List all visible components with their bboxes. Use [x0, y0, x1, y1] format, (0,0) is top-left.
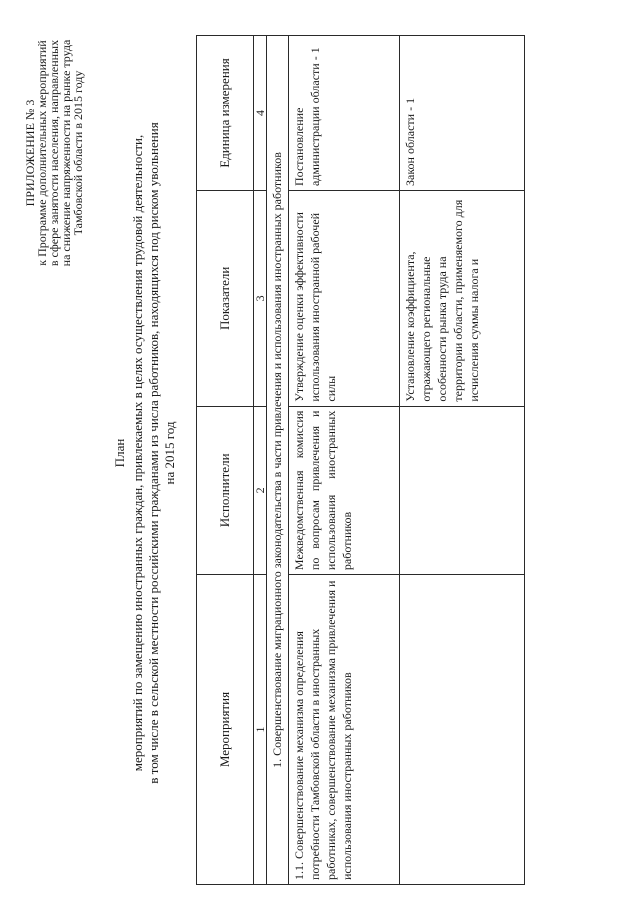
rotated-document-page — [10, 13, 630, 893]
header-executors: Исполнители — [197, 406, 254, 574]
plan-subtitle-line: мероприятий по замещению иностранных граждан, привлекаемых в целях осуществления трудовой деятельности, — [130, 134, 145, 772]
table-header-row — [197, 36, 254, 885]
appendix-line: к Программе дополнительных мероприятий — [35, 40, 49, 266]
table-row — [289, 36, 400, 885]
appendix-line: Тамбовской области в 2015 году — [71, 70, 85, 236]
cell-indicator: Установление коэффициента, отражающего региональные особенности рынка труда на территории области, применяемого для исчисления суммы налога и — [400, 191, 525, 407]
cell-executors — [400, 406, 525, 574]
index-cell: 4 — [254, 36, 267, 191]
cell-measure — [400, 575, 525, 885]
appendix-line: на снижение напряженности на рынке труда — [59, 39, 73, 267]
cell-indicator: Утверждение оценки эффективности использования иностранной рабочей силы — [289, 191, 400, 407]
index-cell: 2 — [254, 406, 267, 574]
plan-subtitle-line: в том числе в сельской местности российскими гражданами из числа работников, находящихся под риском увольнения — [146, 122, 161, 784]
section-title: 1. Совершенствование миграционного законодательства в части привлечения и использования иностранных работников — [267, 36, 289, 885]
plan-heading — [112, 33, 178, 873]
table-index-row — [254, 36, 267, 885]
cell-measure: 1.1. Совершенствование механизма определения потребности Тамбовской области в иностранных работниках, совершенствование механизма привлечения и использования иностранных работников — [289, 575, 400, 885]
appendix-header — [24, 23, 84, 283]
cell-executors: Межведомственная комиссия по вопросам привлечения и использования иностранных работников — [289, 406, 400, 574]
index-cell: 3 — [254, 191, 267, 407]
plan-subtitle-line: на 2015 год — [162, 421, 177, 485]
index-cell: 1 — [254, 575, 267, 885]
cell-unit: Закон области - 1 — [400, 36, 525, 191]
header-unit: Единица измерения — [197, 36, 254, 191]
appendix-title: ПРИЛОЖЕНИЕ № 3 — [23, 99, 37, 207]
header-indicators: Показатели — [197, 191, 254, 407]
cell-unit: Постановление администрации области - 1 — [289, 36, 400, 191]
appendix-line: в сфере занятости населения, направленных — [47, 39, 61, 267]
table-row — [400, 36, 525, 885]
plan-title: План — [112, 438, 127, 468]
table-section-row — [267, 36, 289, 885]
measures-table — [196, 35, 525, 885]
header-measures: Мероприятия — [197, 575, 254, 885]
